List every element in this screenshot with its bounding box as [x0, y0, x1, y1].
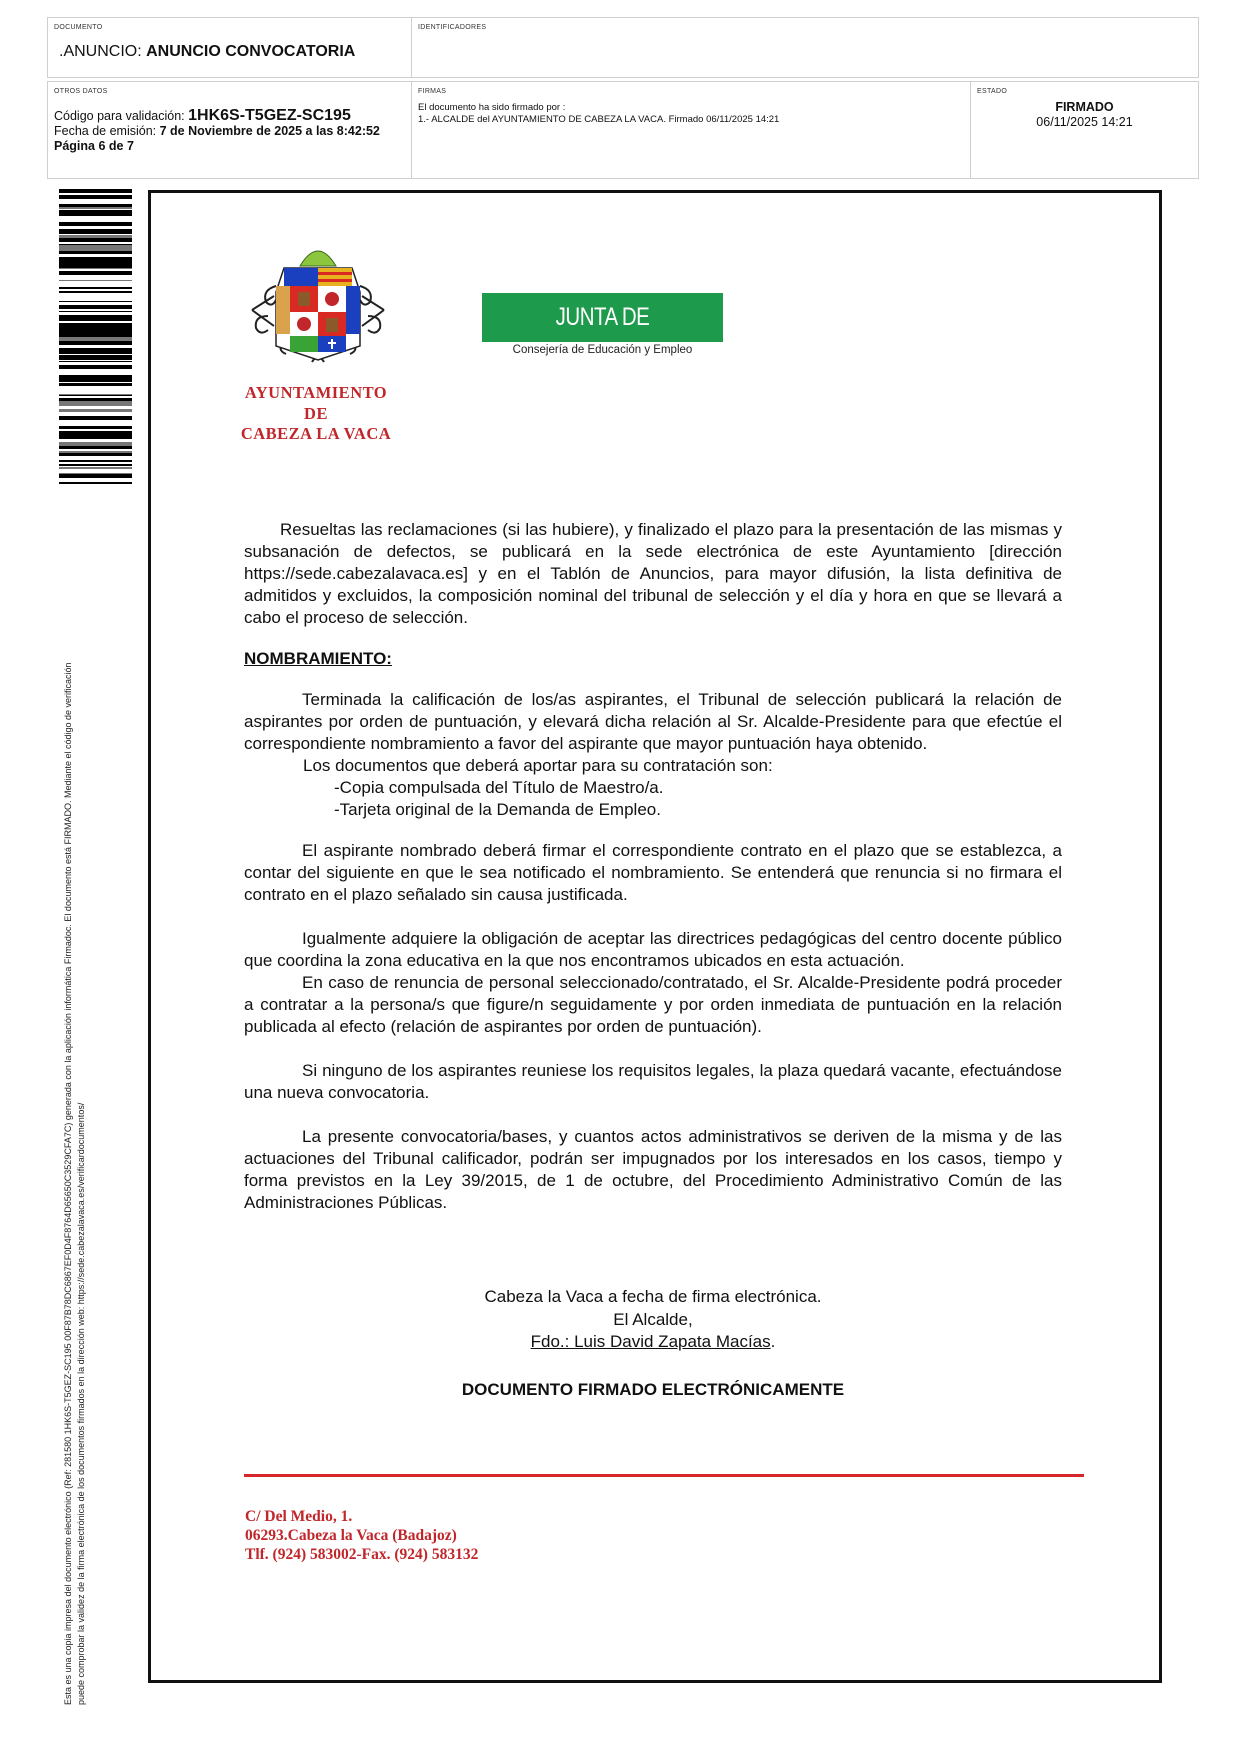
barcode-bar	[59, 315, 132, 318]
barcode-bar	[59, 268, 132, 269]
barcode-bar	[59, 213, 132, 214]
coat-of-arms-logo	[248, 236, 388, 372]
barcode-bar	[59, 192, 132, 193]
barcode-bar	[59, 337, 132, 341]
document-name: ANUNCIO CONVOCATORIA	[146, 43, 356, 60]
barcode-bar	[59, 464, 132, 465]
signer-name: Fdo.: Luis David Zapata Macías	[530, 1332, 771, 1351]
firmas-label: FIRMAS	[418, 88, 447, 95]
barcode-bar	[59, 264, 132, 268]
issue-date-row	[54, 124, 380, 139]
address-city: 06293.Cabeza la Vaca (Badajoz)	[245, 1527, 457, 1544]
barcode-bar	[59, 204, 132, 207]
barcode-bar	[59, 460, 132, 461]
estado-label: ESTADO	[977, 88, 1008, 95]
barcode-bar	[59, 348, 132, 352]
document-body	[244, 519, 1062, 1214]
barcode-bar	[59, 301, 132, 302]
barcode-bar	[59, 473, 132, 474]
barcode-bar	[59, 416, 132, 420]
barcode-bar	[59, 344, 132, 345]
firmante: 1.- ALCALDE del AYUNTAMIENTO DE CABEZA LA VACA. Firmado 06/11/2025 14:21	[418, 114, 780, 125]
section-heading: NOMBRAMIENTO:	[244, 649, 392, 668]
barcode-bar	[59, 235, 132, 238]
barcode-bar	[59, 426, 132, 429]
issue-date: 7 de Noviembre de 2025 a las 8:42:52	[159, 124, 380, 138]
barcode-bar	[59, 195, 132, 199]
barcode-bar	[59, 434, 132, 436]
barcode-bar	[59, 305, 132, 309]
electronic-signature-stamp: DOCUMENTO FIRMADO ELECTRÓNICAMENTE	[461, 1380, 845, 1399]
barcode-bar	[59, 261, 132, 263]
barcode-bar	[59, 207, 132, 208]
barcode-bar	[59, 238, 132, 240]
ayuntamiento-line-1: AYUNTAMIENTO	[244, 383, 388, 402]
barcode-bar	[59, 311, 132, 312]
list-item: -Tarjeta original de la Demanda de Empleo.	[334, 800, 661, 819]
issue-date-label: Fecha de emisión:	[54, 124, 157, 138]
barcode-bar	[59, 404, 132, 406]
barcode-bar	[59, 335, 132, 337]
signer-name-suffix: .	[770, 1332, 776, 1351]
signature-block	[244, 1286, 1062, 1354]
barcode-bar	[59, 357, 132, 358]
barcode-bar	[59, 358, 132, 359]
barcode-bar	[59, 323, 132, 327]
barcode-bar	[59, 409, 132, 412]
paragraph-2: Terminada la calificación de los/as aspirantes, el Tribunal de selección publicará la relación de aspirantes por orden de puntuación, y elevará dicha relación al Sr. Alcalde-Presidente para que efectúe el correspondiente nombramiento a favor del aspirante que mayor puntuación haya obtenido.	[244, 690, 1062, 753]
verification-side-text	[62, 485, 88, 1705]
paragraph-7: La presente convocatoria/bases, y cuantos actos administrativos se deriven de la misma y de las actuaciones del Tribunal calificador, podrán ser impugnados por los interesados en los casos, tiempo y forma previstos en la Ley 39/2015, de 1 de octubre, del Procedimiento Administrativo Común de las Administraciones Públicas.	[244, 1127, 1062, 1212]
barcode-bar	[59, 446, 132, 448]
identificadores-cell	[411, 17, 1199, 78]
firmas-cell	[411, 81, 971, 179]
barcode-bar	[59, 222, 132, 226]
barcode-bar	[59, 291, 132, 293]
footer-divider	[244, 1474, 1084, 1477]
place-date: Cabeza la Vaca a fecha de firma electrónica.	[484, 1287, 822, 1306]
barcode-bar	[59, 431, 132, 434]
barcode-bar	[59, 467, 132, 469]
barcode-bar	[59, 251, 132, 254]
ayuntamiento-line-2: DE	[304, 403, 328, 423]
barcode-bar	[59, 208, 132, 209]
barcode-bar	[59, 448, 132, 449]
barcode-bar	[59, 327, 132, 331]
barcode-bar	[59, 280, 132, 281]
paragraph-5: En caso de renuncia de personal seleccionado/contratado, el Sr. Alcalde-Presidente podrá proceder a contratar a la persona/s que figure/n seguidamente y por orden inmediata de puntuación en la relación publicada al efecto (relación de aspirantes por orden de puntuación).	[244, 973, 1062, 1036]
address-phone: Tlf. (924) 583002-Fax. (924) 583132	[245, 1546, 479, 1563]
barcode-bar	[59, 189, 132, 191]
barcode-bar	[59, 271, 132, 272]
barcode-bar	[59, 245, 132, 247]
junta-subtitle: Consejería de Educación y Empleo	[512, 344, 693, 356]
barcode-bar	[59, 442, 132, 446]
barcode-bar	[59, 375, 132, 379]
barcode-bar	[59, 214, 132, 215]
list-intro: Los documentos que deberá aportar para su contratación son:	[303, 756, 773, 775]
otros-datos-label: OTROS DATOS	[54, 88, 108, 95]
barcode-bar	[59, 474, 132, 478]
barcode-bar	[59, 398, 132, 401]
ayuntamiento-line-3: CABEZA LA VACA	[240, 424, 392, 443]
validation-code: 1HK6S-T5GEZ-SC195	[188, 107, 351, 124]
estado-cell	[970, 81, 1199, 179]
barcode-bar	[59, 229, 132, 233]
barcode-bar	[59, 380, 132, 382]
documento-label: DOCUMENTO	[54, 24, 103, 31]
documento-cell	[47, 17, 412, 78]
barcode-bar	[59, 379, 132, 380]
barcode-bar	[59, 436, 132, 439]
barcode-bar	[59, 247, 132, 251]
barcode-bar	[59, 272, 132, 275]
barcode-bar	[59, 318, 132, 321]
barcode-bar	[59, 287, 132, 289]
barcode-bar	[59, 263, 132, 264]
barcode-bar	[59, 259, 132, 261]
status-date: 06/11/2025 14:21	[1036, 115, 1133, 129]
barcode-bar	[59, 215, 132, 216]
footer-address	[245, 1507, 478, 1564]
barcode-bar	[59, 482, 132, 484]
barcode-bar	[59, 210, 132, 213]
verification-line-2: puede comprobar la validez de la firma electrónica de los documentos firmados en la dirección web: https://sede.cabezalavaca.es/verificardocumentos/	[76, 1102, 86, 1705]
validation-code-label: Código para validación:	[54, 109, 185, 123]
verification-line-1: Esta es una copia impresa del documento electrónico (Ref: 281580 1HK6S-T5GEZ-SC195 00F87B78DC6867EF0D4F8764D65650C3529CFA7C) generada con la aplicación informática Firmadoc. El documento está FIRMADO. Mediante el código de verificación	[63, 662, 73, 1705]
barcode-bar	[59, 394, 132, 395]
barcode-bar	[59, 383, 132, 386]
identificadores-label: IDENTIFICADORES	[418, 24, 487, 31]
barcode-bar	[59, 365, 132, 369]
paragraph-6: Si ninguno de los aspirantes reuniese los requisitos legales, la plaza quedará vacante, efectuándose una nueva convocatoria.	[244, 1061, 1062, 1102]
barcode-bar	[59, 191, 132, 192]
junta-title: JUNTA DE EXTREMADURA	[526, 303, 679, 380]
document-prefix: .ANUNCIO:	[59, 43, 142, 60]
barcode	[59, 189, 132, 487]
paragraph-1: Resueltas las reclamaciones (si las hubiere), y finalizado el plazo para la presentación de las mismas y subsanación de defectos, se publicará en la sede electrónica de este Ayuntamiento [dirección https://sede.cabezalavaca.es] y en el Tablón de Anuncios, para mayor difusión, la lista definitiva de admitidos y excluidos, la composición nominal del tribunal de selección y el día y hora en que se llevará a cabo el proceso de selección.	[244, 520, 1062, 627]
barcode-bar	[59, 257, 132, 259]
validation-code-row	[54, 108, 380, 124]
ayuntamiento-name	[222, 383, 410, 445]
barcode-bar	[59, 341, 132, 344]
barcode-bar	[59, 359, 132, 360]
barcode-bar	[59, 465, 132, 466]
paragraph-3: El aspirante nombrado deberá firmar el correspondiente contrato en el plazo que se establezca, a contar del siguiente en que le sea notificado el nombramiento. Se entenderá que renuncia si no firmara el contrato en el plazo señalado sin causa justificada.	[244, 841, 1062, 904]
barcode-bar	[59, 240, 132, 242]
barcode-bar	[59, 233, 132, 234]
otros-datos-cell	[47, 81, 412, 179]
barcode-bar	[59, 461, 132, 462]
firmas-intro: El documento ha sido firmado por :	[418, 102, 566, 113]
barcode-bar	[59, 453, 132, 456]
status-badge: FIRMADO	[1055, 100, 1114, 114]
barcode-bar	[59, 361, 132, 362]
barcode-bar	[59, 352, 132, 354]
signer-role: El Alcalde,	[613, 1309, 693, 1329]
barcode-bar	[59, 451, 132, 453]
barcode-bar	[59, 401, 132, 404]
barcode-bar	[59, 331, 132, 335]
barcode-bar	[59, 395, 132, 396]
paragraph-4: Igualmente adquiere la obligación de aceptar las directrices pedagógicas del centro docente público que coordina la zona educativa en la que nos encontramos ubicados en esta actuación.	[244, 929, 1062, 970]
address-street: C/ Del Medio, 1.	[245, 1508, 353, 1525]
page-number: Página 6 de 7	[54, 139, 134, 153]
barcode-bar	[59, 244, 132, 245]
barcode-bar	[59, 355, 132, 357]
document-title	[59, 43, 355, 61]
list-item: -Copia compulsada del Título de Maestro/a.	[334, 778, 664, 797]
